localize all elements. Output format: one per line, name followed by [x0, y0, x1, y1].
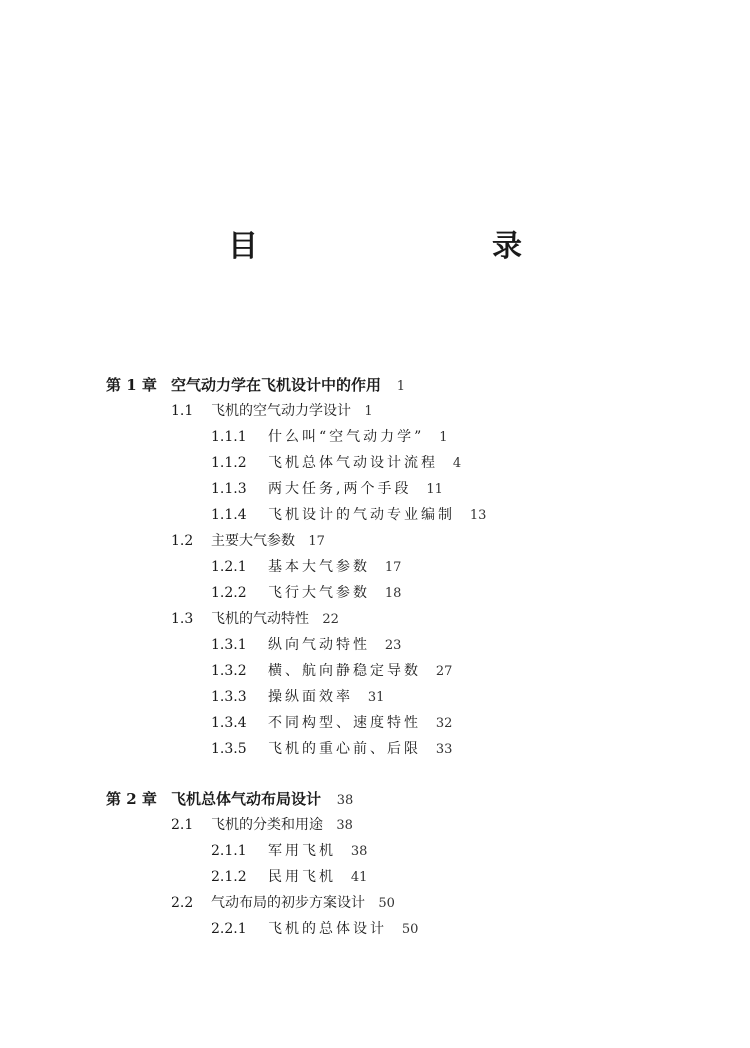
toc-entry-number: 1.3.5: [211, 741, 247, 757]
toc-entry-title: 飞机总体气动设计流程 4: [268, 455, 462, 471]
toc-entry-title: 飞机的气动特性 22: [211, 611, 339, 627]
toc-entry-number: 1.1.2: [211, 455, 247, 471]
toc-entry-title: 主要大气参数 17: [211, 533, 325, 549]
toc-entry-title: 操纵面效率 31: [268, 689, 385, 705]
toc-entry-number: 第 2 章: [106, 790, 157, 808]
page-title: 目 录: [228, 229, 580, 264]
toc-entry-page: 4: [452, 456, 462, 471]
toc-entry-number: 1.1.3: [211, 481, 247, 497]
toc-entry-number: 1.3.4: [211, 715, 247, 731]
toc-entry-number: 1.1.1: [211, 429, 247, 445]
toc-entry-number: 1.1: [171, 403, 194, 419]
toc-entry-number: 1.3.2: [211, 663, 247, 679]
toc-entry-title: 不同构型、速度特性 32: [268, 715, 453, 731]
toc-entry-number: 1.2.2: [211, 585, 247, 601]
toc-entry-title: 空气动力学在飞机设计中的作用 1: [171, 376, 405, 394]
toc-entry-page: 32: [435, 716, 453, 731]
toc-entry-title: 飞机设计的气动专业编制 13: [268, 507, 487, 523]
toc-entry-page: 38: [336, 818, 353, 833]
toc-entry-page: 38: [350, 844, 368, 859]
toc-entry-number: 1.3.1: [211, 637, 247, 653]
toc-entry-title: 飞机的重心前、后限 33: [268, 741, 453, 757]
toc-entry-title: 飞机总体气动布局设计 38: [171, 790, 354, 808]
toc-entry-title: 横、航向静稳定导数 27: [268, 663, 453, 679]
toc-entry-title: 军用飞机 38: [268, 843, 368, 859]
toc-entry-page: 27: [435, 664, 453, 679]
toc-entry-number: 2.1.2: [211, 869, 247, 885]
toc-entry-page: 17: [308, 534, 325, 549]
toc-entry-title: 什么叫“空气动力学” 1: [268, 429, 448, 445]
toc-entry-page: 31: [367, 690, 385, 705]
toc-entry-title: 两大任务,两个手段 11: [268, 481, 443, 497]
toc-entry-page: 1: [396, 379, 405, 394]
toc-entry-number: 1.3: [171, 611, 194, 627]
toc-entry-number: 2.1.1: [211, 843, 247, 859]
toc-entry-title: 纵向气动特性 23: [268, 637, 402, 653]
toc-entry-title: 飞机的空气动力学设计 1: [211, 403, 373, 419]
toc-entry-page: 13: [469, 508, 487, 523]
toc-entry-page: 41: [350, 870, 368, 885]
toc-entry-page: 1: [364, 404, 373, 419]
toc-entry-number: 1.2: [171, 533, 194, 549]
toc-entry-number: 2.2.1: [211, 921, 247, 937]
toc-entry-page: 17: [384, 560, 402, 575]
toc-entry-title: 飞机的分类和用途 38: [211, 817, 353, 833]
toc-entry-page: 50: [378, 896, 395, 911]
toc-entry-page: 38: [336, 793, 354, 808]
toc-entry-number: 第 1 章: [106, 376, 157, 394]
toc-entry-page: 1: [439, 430, 448, 445]
toc-entry-page: 33: [435, 742, 453, 757]
toc-entry-number: 2.1: [171, 817, 194, 833]
toc-entry-page: 11: [426, 482, 443, 497]
toc-entry-number: 1.3.3: [211, 689, 247, 705]
toc-entry-title: 气动布局的初步方案设计 50: [211, 895, 395, 911]
toc-entry-number: 1.1.4: [211, 507, 247, 523]
toc-entry-page: 22: [322, 612, 339, 627]
toc-entry-title: 民用飞机 41: [268, 869, 368, 885]
toc-entry-page: 18: [384, 586, 402, 601]
toc-entry-number: 2.2: [171, 895, 194, 911]
toc-entry-title: 飞行大气参数 18: [268, 585, 402, 601]
toc-entry-page: 23: [384, 638, 402, 653]
toc-entry-title: 飞机的总体设计 50: [268, 921, 419, 937]
toc-entry-page: 50: [401, 922, 419, 937]
toc-entry-number: 1.2.1: [211, 559, 247, 575]
toc-entry-title: 基本大气参数 17: [268, 559, 402, 575]
